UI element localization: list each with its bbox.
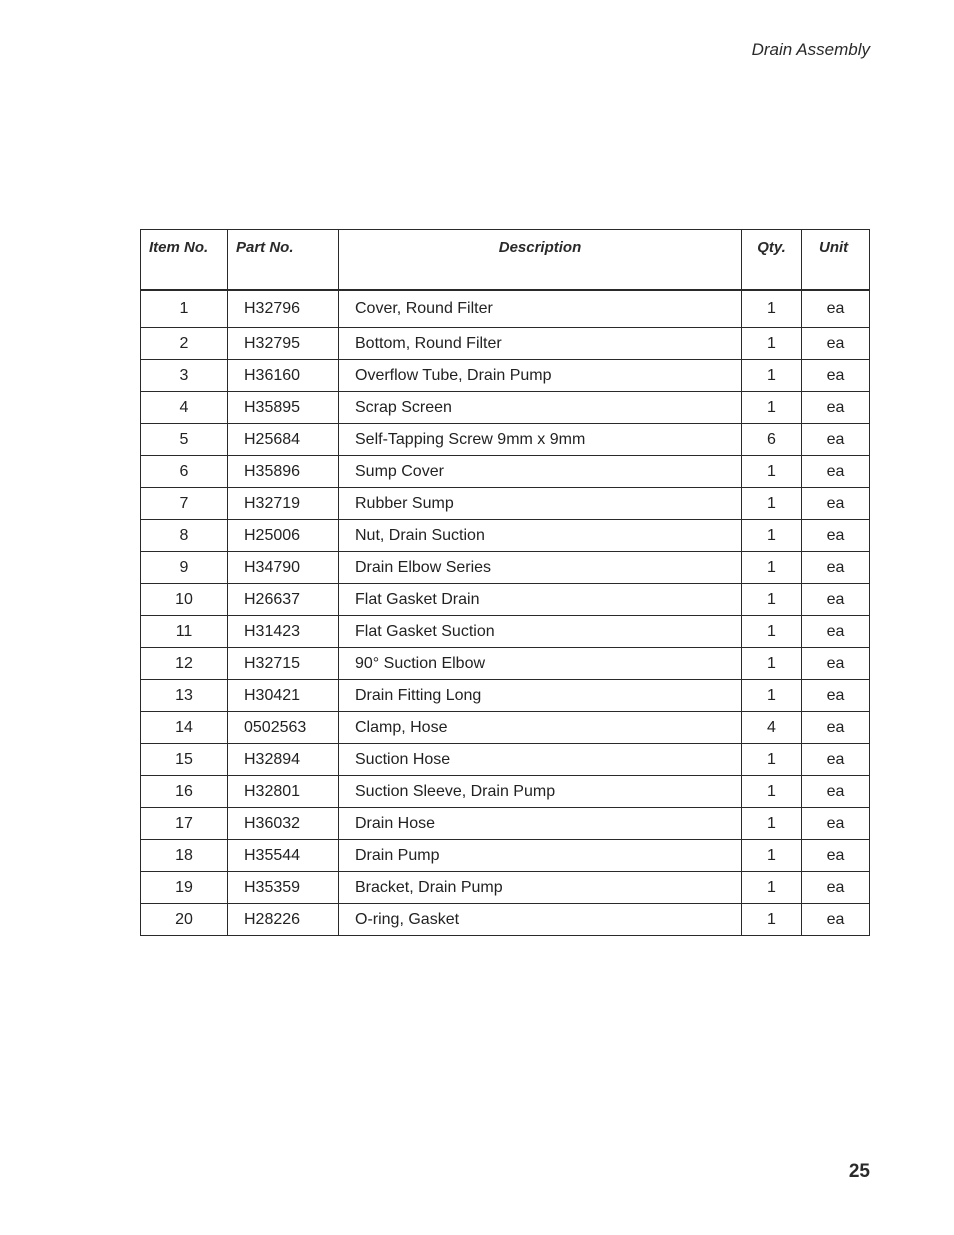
- part-no-cell: H30421: [228, 680, 339, 712]
- part-no-cell: H31423: [228, 616, 339, 648]
- qty-cell: 4: [742, 712, 802, 744]
- qty-cell: 1: [742, 360, 802, 392]
- table-row: [141, 584, 870, 616]
- table-row: [141, 392, 870, 424]
- unit-cell: ea: [802, 328, 870, 360]
- table-row: [141, 648, 870, 680]
- description-cell: Overflow Tube, Drain Pump: [339, 360, 742, 392]
- column-header-part-no: Part No.: [228, 230, 339, 291]
- column-header-qty: Qty.: [742, 230, 802, 291]
- description-cell: Suction Sleeve, Drain Pump: [339, 776, 742, 808]
- item-no-cell: 1: [141, 290, 228, 328]
- item-no-cell: 4: [141, 392, 228, 424]
- table-row: [141, 520, 870, 552]
- item-no-cell: 10: [141, 584, 228, 616]
- section-title: Drain Assembly: [751, 40, 870, 59]
- part-no-cell: H32796: [228, 290, 339, 328]
- table-row: [141, 744, 870, 776]
- part-no-cell: H35359: [228, 872, 339, 904]
- qty-cell: 1: [742, 904, 802, 936]
- table-row: [141, 840, 870, 872]
- part-no-cell: H32715: [228, 648, 339, 680]
- description-cell: Nut, Drain Suction: [339, 520, 742, 552]
- unit-cell: ea: [802, 584, 870, 616]
- description-cell: Bracket, Drain Pump: [339, 872, 742, 904]
- part-no-cell: H32719: [228, 488, 339, 520]
- page-number: 25: [848, 1161, 870, 1182]
- item-no-cell: 12: [141, 648, 228, 680]
- part-no-cell: H28226: [228, 904, 339, 936]
- part-no-cell: H34790: [228, 552, 339, 584]
- table-row: [141, 872, 870, 904]
- parts-table: [140, 229, 870, 936]
- table-row: [141, 776, 870, 808]
- unit-cell: ea: [802, 552, 870, 584]
- qty-cell: 1: [742, 488, 802, 520]
- unit-cell: ea: [802, 776, 870, 808]
- part-no-cell: H36032: [228, 808, 339, 840]
- qty-cell: 1: [742, 520, 802, 552]
- qty-cell: 1: [742, 552, 802, 584]
- table-row: [141, 712, 870, 744]
- part-no-cell: H25006: [228, 520, 339, 552]
- item-no-cell: 9: [141, 552, 228, 584]
- part-no-cell: H26637: [228, 584, 339, 616]
- column-header-unit: Unit: [802, 230, 870, 291]
- item-no-cell: 15: [141, 744, 228, 776]
- item-no-cell: 16: [141, 776, 228, 808]
- item-no-cell: 6: [141, 456, 228, 488]
- item-no-cell: 13: [141, 680, 228, 712]
- part-no-cell: 0502563: [228, 712, 339, 744]
- table-row: [141, 808, 870, 840]
- qty-cell: 1: [742, 392, 802, 424]
- unit-cell: ea: [802, 648, 870, 680]
- qty-cell: 1: [742, 840, 802, 872]
- description-cell: Rubber Sump: [339, 488, 742, 520]
- unit-cell: ea: [802, 290, 870, 328]
- item-no-cell: 2: [141, 328, 228, 360]
- unit-cell: ea: [802, 712, 870, 744]
- description-cell: Scrap Screen: [339, 392, 742, 424]
- description-cell: Drain Fitting Long: [339, 680, 742, 712]
- description-cell: Drain Elbow Series: [339, 552, 742, 584]
- part-no-cell: H36160: [228, 360, 339, 392]
- unit-cell: ea: [802, 808, 870, 840]
- description-cell: Flat Gasket Drain: [339, 584, 742, 616]
- description-cell: Clamp, Hose: [339, 712, 742, 744]
- item-no-cell: 18: [141, 840, 228, 872]
- table-row: [141, 456, 870, 488]
- unit-cell: ea: [802, 520, 870, 552]
- qty-cell: 1: [742, 584, 802, 616]
- table-row: [141, 424, 870, 456]
- part-no-cell: H32795: [228, 328, 339, 360]
- unit-cell: ea: [802, 872, 870, 904]
- unit-cell: ea: [802, 744, 870, 776]
- qty-cell: 1: [742, 744, 802, 776]
- qty-cell: 1: [742, 872, 802, 904]
- table-row: [141, 290, 870, 328]
- description-cell: Bottom, Round Filter: [339, 328, 742, 360]
- part-no-cell: H35895: [228, 392, 339, 424]
- qty-cell: 1: [742, 808, 802, 840]
- part-no-cell: H35544: [228, 840, 339, 872]
- table-row: [141, 680, 870, 712]
- unit-cell: ea: [802, 616, 870, 648]
- description-cell: Sump Cover: [339, 456, 742, 488]
- table-row: [141, 616, 870, 648]
- description-cell: O-ring, Gasket: [339, 904, 742, 936]
- part-no-cell: H32801: [228, 776, 339, 808]
- qty-cell: 1: [742, 776, 802, 808]
- item-no-cell: 17: [141, 808, 228, 840]
- part-no-cell: H32894: [228, 744, 339, 776]
- unit-cell: ea: [802, 424, 870, 456]
- item-no-cell: 20: [141, 904, 228, 936]
- description-cell: Drain Pump: [339, 840, 742, 872]
- unit-cell: ea: [802, 840, 870, 872]
- unit-cell: ea: [802, 360, 870, 392]
- table-row: [141, 552, 870, 584]
- item-no-cell: 19: [141, 872, 228, 904]
- unit-cell: ea: [802, 392, 870, 424]
- description-cell: Self-Tapping Screw 9mm x 9mm: [339, 424, 742, 456]
- table-header-row: [141, 230, 870, 291]
- table-row: [141, 488, 870, 520]
- item-no-cell: 5: [141, 424, 228, 456]
- table-row: [141, 360, 870, 392]
- description-cell: 90° Suction Elbow: [339, 648, 742, 680]
- qty-cell: 1: [742, 456, 802, 488]
- description-cell: Flat Gasket Suction: [339, 616, 742, 648]
- qty-cell: 1: [742, 680, 802, 712]
- unit-cell: ea: [802, 904, 870, 936]
- item-no-cell: 3: [141, 360, 228, 392]
- column-header-item-no: Item No.: [141, 230, 228, 291]
- description-cell: Drain Hose: [339, 808, 742, 840]
- qty-cell: 1: [742, 328, 802, 360]
- unit-cell: ea: [802, 680, 870, 712]
- item-no-cell: 14: [141, 712, 228, 744]
- qty-cell: 1: [742, 290, 802, 328]
- item-no-cell: 7: [141, 488, 228, 520]
- table-row: [141, 328, 870, 360]
- unit-cell: ea: [802, 456, 870, 488]
- description-cell: Cover, Round Filter: [339, 290, 742, 328]
- part-no-cell: H35896: [228, 456, 339, 488]
- item-no-cell: 8: [141, 520, 228, 552]
- unit-cell: ea: [802, 488, 870, 520]
- qty-cell: 6: [742, 424, 802, 456]
- table-row: [141, 904, 870, 936]
- description-cell: Suction Hose: [339, 744, 742, 776]
- column-header-description: Description: [339, 230, 742, 291]
- qty-cell: 1: [742, 616, 802, 648]
- qty-cell: 1: [742, 648, 802, 680]
- item-no-cell: 11: [141, 616, 228, 648]
- part-no-cell: H25684: [228, 424, 339, 456]
